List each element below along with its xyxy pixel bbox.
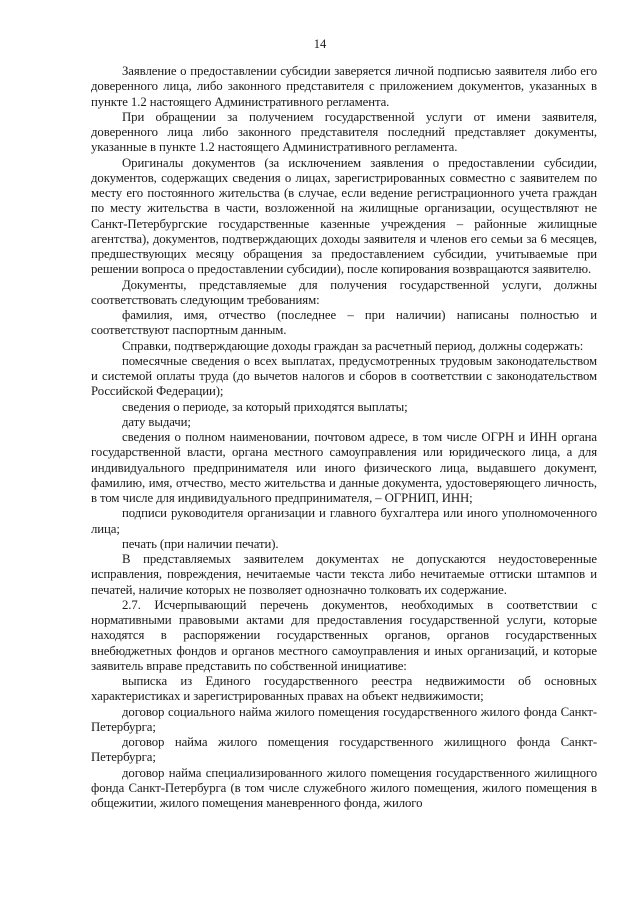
paragraph: печать (при наличии печати). <box>122 536 279 551</box>
paragraph: 2.7. Исчерпывающий перечень документов, необходимых в соответствии с нормативными правовыми актами для предоставления государственной услуги, которые находятся в распоряжении государственных органов, органов государственных внебюджетных фондов и органов местного самоуправления и иных организаций, и которые заявитель вправе представить по собственной инициативе: <box>91 597 597 673</box>
paragraph: подписи руководителя организации и главного бухгалтера или иного уполномоченного лица; <box>91 506 597 536</box>
paragraph: договор найма жилого помещения государственного жилищного фонда Санкт-Петербурга; <box>91 735 597 765</box>
document-body <box>91 64 597 811</box>
paragraph: выписка из Единого государственного реестра недвижимости об основных характеристиках и зарегистрированных правах на объект недвижимости; <box>91 674 597 704</box>
paragraph: В представляемых заявителем документах не допускаются неудостоверенные исправления, повреждения, нечитаемые части текста либо нечитаемые оттиски штампов и печатей, наличие которых не позволяет однозначно толковать их содержание. <box>91 552 597 597</box>
paragraph: сведения о периоде, за который приходятся выплаты; <box>122 399 408 414</box>
page-number: 14 <box>313 37 327 51</box>
paragraph: помесячные сведения о всех выплатах, предусмотренных трудовым законодательством и системой оплаты труда (до вычетов налогов и сборов в соответствии с законодательством Российской Федерации); <box>91 353 597 399</box>
paragraph: фамилия, имя, отчество (последнее – при наличии) написаны полностью и соответствуют паспортным данным. <box>91 308 597 338</box>
paragraph: договор найма специализированного жилого помещения государственного жилищного фонда Санкт-Петербурга (в том числе служебного жилого помещения, жилого помещения в общежитии, жилого помещения маневренного фонда, жилого <box>91 765 597 810</box>
paragraph: Справки, подтверждающие доходы граждан за расчетный период, должны содержать: <box>122 338 584 353</box>
paragraph: Документы, представляемые для получения государственной услуги, должны соответствовать следующим требованиям: <box>91 277 597 307</box>
paragraph: дату выдачи; <box>122 414 191 429</box>
paragraph: При обращении за получением государственной услуги от имени заявителя, доверенного лица либо законного представителя последний представляет документы, указанные в пункте 1.2 настоящего Административного регламента. <box>91 109 597 155</box>
paragraph: сведения о полном наименовании, почтовом адресе, в том числе ОГРН и ИНН органа государственной власти, органа местного самоуправления или юридического лица, а для индивидуального предпринимателя или иного физического лица, выдавшего документ, фамилию, имя, отчество, место жительства и данные документа, удостоверяющего личность, в том числе для индивидуального предпринимателя, – ОГРНИП, ИНН; <box>91 430 597 505</box>
paragraph: договор социального найма жилого помещения государственного жилого фонда Санкт-Петербурга; <box>91 704 597 734</box>
paragraph: Оригиналы документов (за исключением заявления о предоставлении субсидии, документов, содержащих сведения о лицах, зарегистрированных совместно с заявителем по месту его постоянного жительства (в случае, если ведение регистрационного учета граждан по месту жительства в части, возложенной на жилищные организации, осуществляют не Санкт-Петербургские государственные казенные учреждения – районные жилищные агентства), документов, подтверждающих доходы заявителя и членов его семьи за 6 месяцев, предшествующих месяцу обращения за предоставлением субсидии, учитываемые при решении вопроса о предоставлении субсидии), после копирования возвращаются заявителю. <box>91 155 597 277</box>
paragraph: Заявление о предоставлении субсидии заверяется личной подписью заявителя либо его доверенного лица, либо законного представителя с приложением документов, указанных в пункте 1.2 настоящего Административного регламента. <box>91 64 597 109</box>
